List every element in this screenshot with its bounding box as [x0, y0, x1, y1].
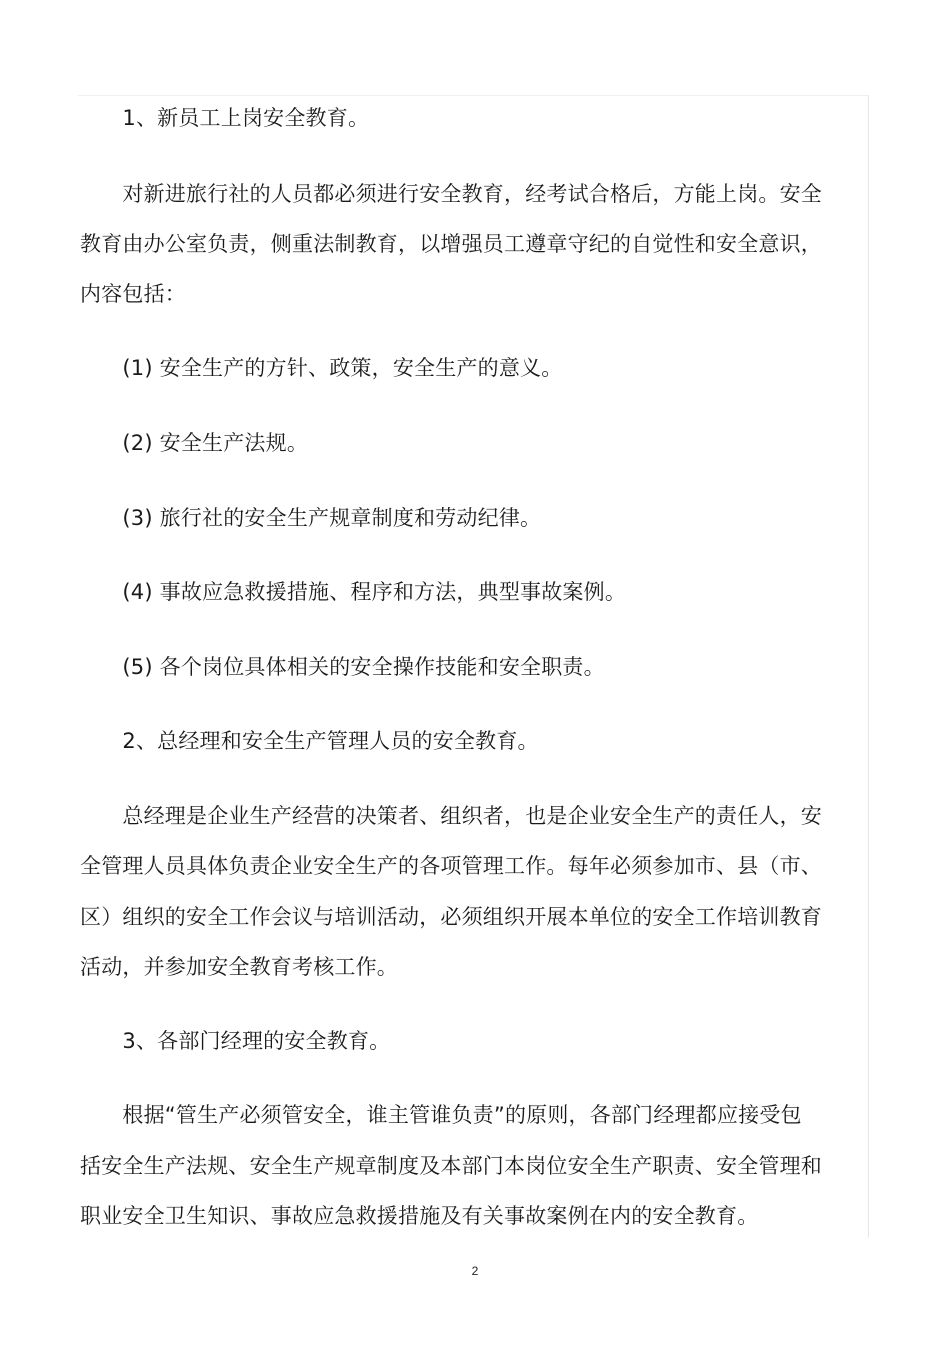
list-item: (3) 旅行社的安全生产规章制度和劳动纪律。 — [80, 506, 542, 530]
heading-general-manager: 2、总经理和安全生产管理人员的安全教育。 — [80, 729, 539, 753]
list-item: (4) 事故应急救援措施、程序和方法，典型事故案例。 — [80, 580, 627, 604]
paragraph-line: 教育由办公室负责，侧重法制教育，以增强员工遵章守纪的自觉性和安全意识， — [80, 232, 822, 256]
paragraph-line: 对新进旅行社的人员都必须进行安全教育，经考试合格后，方能上岗。安全 — [80, 182, 822, 206]
paragraph-line: 内容包括： — [80, 282, 186, 306]
paragraph-line: 总经理是企业生产经营的决策者、组织者，也是企业安全生产的责任人，安 — [80, 804, 822, 828]
paragraph-line: 职业安全卫生知识、事故应急救援措施及有关事故案例在内的安全教育。 — [80, 1204, 759, 1228]
paragraph-line: 活动，并参加安全教育考核工作。 — [80, 955, 398, 979]
paragraph-line: 根据“管生产必须管安全，谁主管谁负责”的原则，各部门经理都应接受包 — [80, 1103, 802, 1127]
paragraph-line: 全管理人员具体负责企业安全生产的各项管理工作。每年必须参加市、县（市、 — [80, 854, 822, 878]
heading-department-manager: 3、各部门经理的安全教育。 — [80, 1029, 391, 1053]
page-number: 2 — [471, 1264, 479, 1278]
paragraph-line: 区）组织的安全工作会议与培训活动，必须组织开展本单位的安全工作培训教育 — [80, 905, 822, 929]
list-item: (1) 安全生产的方针、政策，安全生产的意义。 — [80, 356, 563, 380]
paragraph-line: 括安全生产法规、安全生产规章制度及本部门本岗位安全生产职责、安全管理和 — [80, 1154, 822, 1178]
list-item: (2) 安全生产法规。 — [80, 431, 309, 455]
heading-new-employee: 1、新员工上岗安全教育。 — [80, 106, 370, 130]
list-item: (5) 各个岗位具体相关的安全操作技能和安全职责。 — [80, 655, 605, 679]
